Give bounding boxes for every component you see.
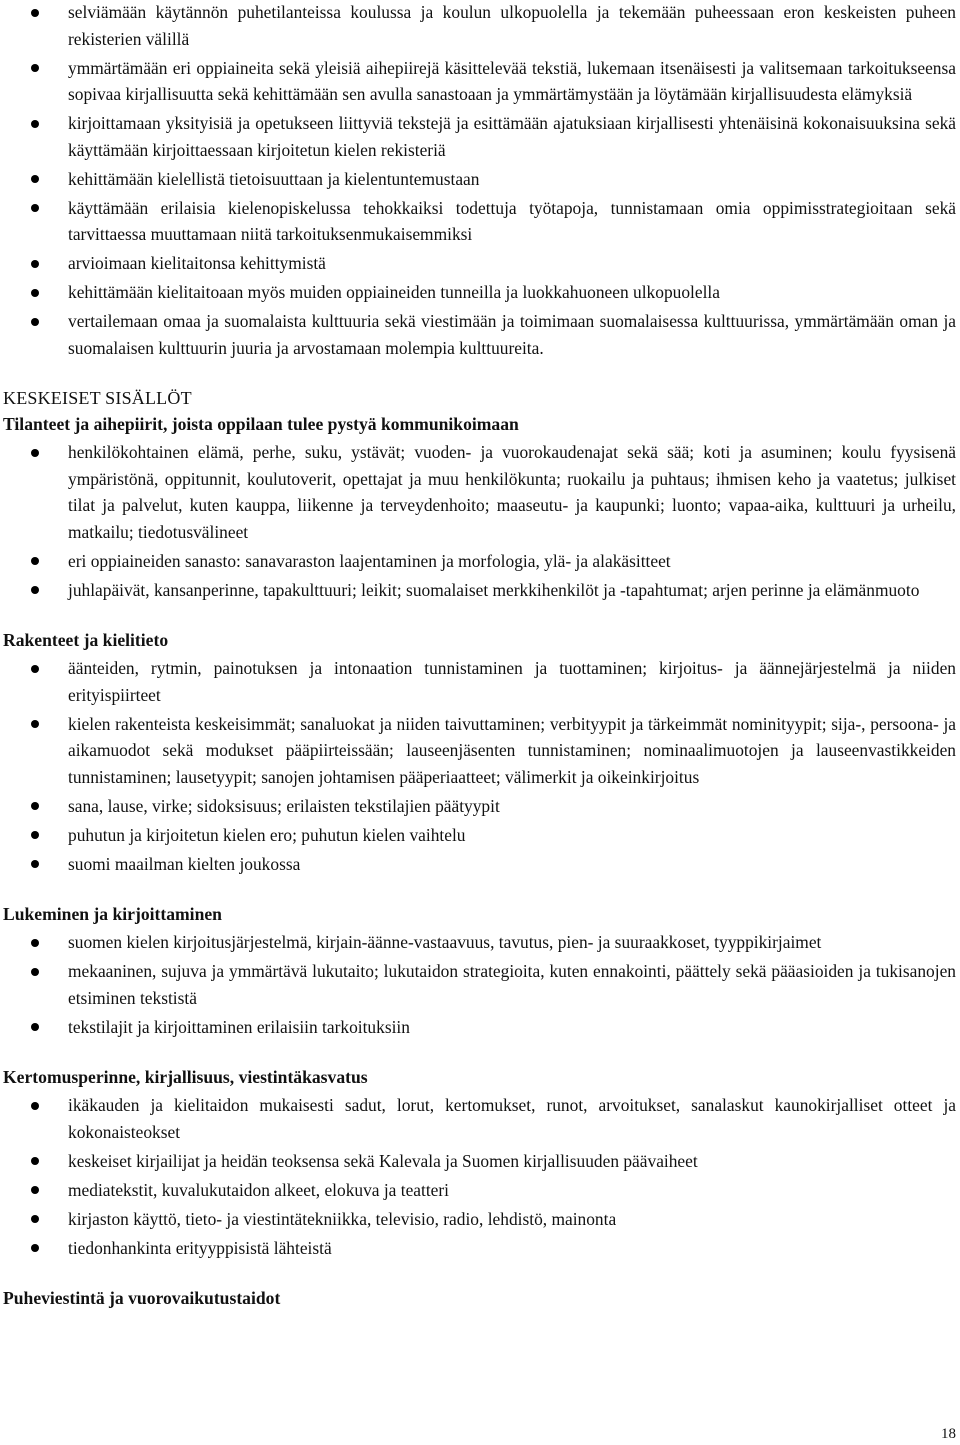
list-item-text: juhlapäivät, kansanperinne, tapakulttuuri; leikit; suomalaiset merkkihenkilöt ja -tapahtumat; arjen perinne ja elämänmuoto <box>68 579 920 600</box>
bullet-icon <box>31 1244 39 1252</box>
list-item <box>0 279 960 306</box>
bullet-icon <box>31 1023 39 1031</box>
bullet-icon <box>31 120 39 128</box>
section-list <box>0 929 960 1040</box>
bullet-icon <box>31 557 39 565</box>
list-item-text: arvioimaan kielitaitonsa kehittymistä <box>68 253 326 273</box>
list-item <box>0 439 960 545</box>
list-item <box>0 1177 960 1204</box>
section-list <box>0 655 960 877</box>
list-item-text: suomen kielen kirjoitusjärjestelmä, kirjain-äänne-vastaavuus, tavutus, pien- ja suuraakkoset, tyyppikirjaimet <box>68 932 822 952</box>
list-item <box>0 929 960 956</box>
list-item-text: henkilökohtainen elämä, perhe, suku, ystävät; vuoden- ja vuorokaudenajat sekä sää; koti ja asuminen; koulu fyysisenä ympäristönä, oppitunnit, koulutoverit, opettajat ja muu henkilökunta; ruokailu ja puhtaus; ihmisen keho ja vaatetus; julkiset tilat ja palvelut, kuten kauppa, liikenne ja terveydenhoito; maaseutu- ja kaupunki; luonto; vapaa-aika, kulttuuri ja urheilu, matkailu; tiedotusvälineet <box>68 442 956 542</box>
bullet-icon <box>31 64 39 72</box>
list-item-text: mekaaninen, sujuva ja ymmärtävä lukutaito; lukutaidon strategioita, kuten ennakointi, päättely sekä pääasioiden ja tukisanojen etsiminen tekstistä <box>68 961 956 1008</box>
list-item <box>0 548 960 575</box>
list-item <box>0 195 960 248</box>
bullet-icon <box>31 449 39 457</box>
list-item-text: eri oppiaineiden sanasto: sanavaraston laajentaminen ja morfologia, ylä- ja alakäsitteet <box>68 550 671 571</box>
list-item <box>0 577 960 604</box>
bullet-icon <box>31 802 39 810</box>
bullet-icon <box>31 1215 39 1223</box>
list-item-text: tekstilajit ja kirjoittaminen erilaisiin tarkoituksiin <box>68 1016 410 1037</box>
list-item-text: puhutun ja kirjoitetun kielen ero; puhutun kielen vaihtelu <box>68 824 466 845</box>
list-item <box>0 1014 960 1041</box>
section-heading: Rakenteet ja kielitieto <box>3 630 169 650</box>
list-item <box>0 1148 960 1175</box>
list-item-text: ymmärtämään eri oppiaineita sekä yleisiä aihepiirejä käsittelevää tekstiä, lukemaan itsenäisesti ja valitsemaan tarkoitukseensa sopivaa kirjallisuutta sekä kehittämään sen avulla sanastoaan ja ymmärtämystään ja löytämään kirjallisuudesta elämyksiä <box>68 57 956 104</box>
section-label: KESKEISET SISÄLLÖT <box>3 388 192 408</box>
section-heading: Tilanteet ja aihepiirit, joista oppilaan tulee pystyä kommunikoimaan <box>3 414 519 434</box>
list-item <box>0 1092 960 1145</box>
list-item-text: kehittämään kielitaitoaan myös muiden oppiaineiden tunneilla ja luokkahuoneen ulkopuolella <box>68 282 720 302</box>
list-item-text: suomi maailman kielten joukossa <box>68 853 301 874</box>
list-item-text: selviämään käytännön puhetilanteissa koulussa ja koulun ulkopuolella ja tekemään puheessaan eron keskeisten puheen rekisterien välillä <box>68 2 956 49</box>
page-number: 18 <box>941 1426 956 1442</box>
list-item <box>0 793 960 820</box>
list-item <box>0 711 960 791</box>
bullet-icon <box>31 260 39 268</box>
list-item <box>0 55 960 108</box>
list-item-text: vertailemaan omaa ja suomalaista kulttuuria sekä viestimään ja toimimaan suomalaisessa kulttuurissa, ymmärtämään oman ja suomalaisen kulttuurin juuria ja arvostamaan molempia kulttuureita. <box>68 311 956 358</box>
bullet-icon <box>31 204 39 212</box>
list-item-text: kirjaston käyttö, tieto- ja viestintätekniikka, televisio, radio, lehdistö, mainonta <box>68 1208 617 1229</box>
list-item-text: kehittämään kielellistä tietoisuuttaan ja kielentuntemustaan <box>68 168 480 189</box>
section-list <box>0 439 960 603</box>
section-heading: Kertomusperinne, kirjallisuus, viestintäkasvatus <box>3 1067 368 1087</box>
bullet-icon <box>31 968 39 976</box>
list-item-text: ikäkauden ja kielitaidon mukaisesti sadut, lorut, kertomukset, runot, arvoitukset, sanalaskut kaunokirjalliset otteet ja kokonaisteokset <box>68 1095 956 1142</box>
list-item <box>0 1235 960 1262</box>
bullet-icon <box>31 665 39 673</box>
bullet-icon <box>31 720 39 728</box>
intro-goal-list <box>0 0 960 361</box>
bullet-icon <box>31 1102 39 1110</box>
section-heading: Puheviestintä ja vuorovaikutustaidot <box>3 1288 281 1308</box>
section-list <box>0 1092 960 1261</box>
list-item-text: tiedonhankinta erityyppisistä lähteistä <box>68 1237 332 1258</box>
list-item-text: keskeiset kirjailijat ja heidän teoksensa sekä Kalevala ja Suomen kirjallisuuden päävaiheet <box>68 1150 698 1171</box>
list-item-text: äänteiden, rytmin, painotuksen ja intonaation tunnistaminen ja tuottaminen; kirjoitus- ja äännejärjestelmä ja niiden erityispiirteet <box>68 658 956 705</box>
bullet-icon <box>31 9 39 17</box>
list-item <box>0 0 960 52</box>
list-item <box>0 822 960 849</box>
list-item <box>0 1206 960 1233</box>
bullet-icon <box>31 586 39 594</box>
list-item-text: kirjoittamaan yksityisiä ja opetukseen liittyviä tekstejä ja esittämään ajatuksiaan kirjallisesti yhtenäisinä kokonaisuuksina sekä käyttämään kirjoittaessaan kirjoitetun kielen rekisteriä <box>68 113 956 160</box>
list-item <box>0 166 960 193</box>
list-item-text: käyttämään erilaisia kielenopiskelussa tehokkaiksi todettuja työtapoja, tunnistamaan omia oppimisstrategioitaan sekä tarvittaessa muuttamaan niitä tarkoituksenmukaisemmiksi <box>68 197 956 244</box>
bullet-icon <box>31 1186 39 1194</box>
bullet-icon <box>31 939 39 947</box>
list-item <box>0 851 960 878</box>
list-item <box>0 110 960 163</box>
list-item <box>0 308 960 361</box>
bullet-icon <box>31 831 39 839</box>
list-item-text: sana, lause, virke; sidoksisuus; erilaisten tekstilajien päätyypit <box>68 795 500 816</box>
list-item-text: mediatekstit, kuvalukutaidon alkeet, elokuva ja teatteri <box>68 1179 450 1200</box>
bullet-icon <box>31 175 39 183</box>
bullet-icon <box>31 318 39 326</box>
section-heading: Lukeminen ja kirjoittaminen <box>3 904 222 924</box>
bullet-icon <box>31 1157 39 1165</box>
list-item-text: kielen rakenteista keskeisimmät; sanaluokat ja niiden taivuttaminen; verbityypit ja tärkeimmät nominityypit; sija-, persoona- ja aikamuodot sekä modukset pääpiirteissään; lauseenjäsenten tunnistaminen; nominaalimuotojen ja lauseenvastikkeiden tunnistaminen; lausetyypit; sanojen johtamisen pääperiaatteet; välimerkit ja oikeinkirjoitus <box>68 713 956 787</box>
bullet-icon <box>31 289 39 297</box>
list-item <box>0 250 960 277</box>
list-item <box>0 655 960 708</box>
list-item <box>0 958 960 1011</box>
bullet-icon <box>31 860 39 868</box>
